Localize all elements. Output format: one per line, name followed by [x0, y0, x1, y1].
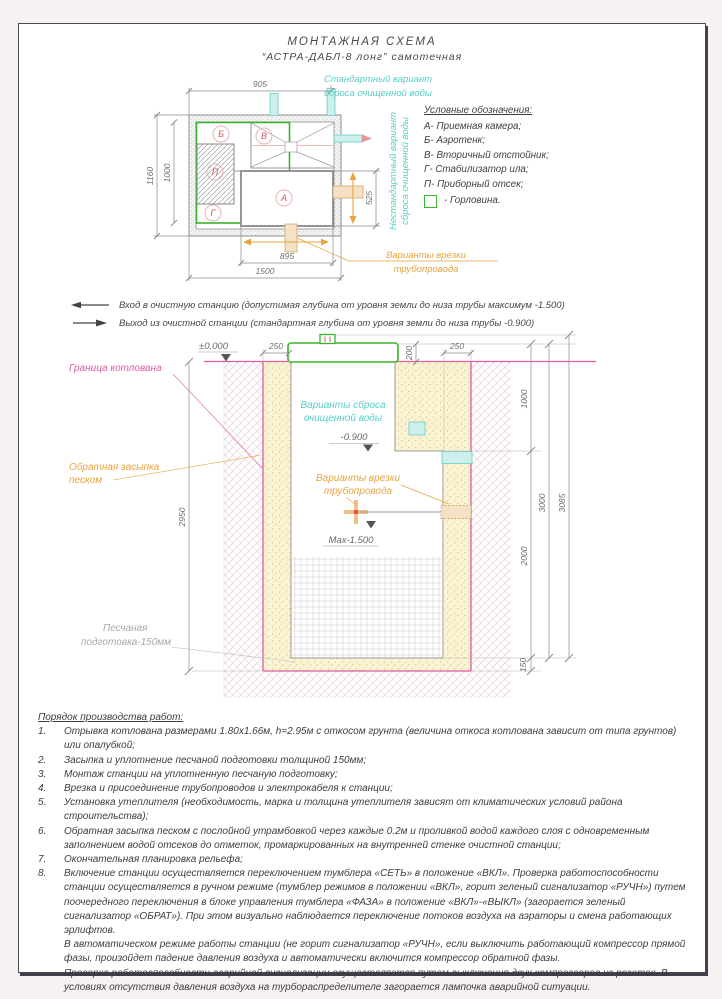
legend-item-p: П- Приборный отсек; [424, 178, 524, 190]
level-zero: ±0.000 [199, 341, 228, 352]
procedure-item: 4. Врезка и присоединение трубопроводов и электрокабеля к станции; [38, 783, 393, 795]
bottom-inlet-stub [285, 224, 297, 252]
dim-250-right: 250 [449, 341, 465, 351]
procedure-item: 8. Включение станции осуществляется переключением тумблера «СЕТЬ» в положение «ВКЛ». Проверка работоспособности станции осуществляется в ручном режиме (тумблер режимов в положении «ВКЛ», горит зеленый сигнализатор «РУЧН») путем поочередного переключения в блоке управления тумблера «ФАЗА» в положение «ВКЛ»-«ВЫКЛ» (загорается зеленый сигнализатор «ОБРАТ»). При этом визуально наблюдается переключение потоков воздуха на аэраторы и смена работающих эрлифтов. [38, 868, 686, 937]
level-0900: -0.900 [340, 432, 368, 443]
section-drawing [61, 331, 681, 705]
legend-item-a: А- Приемная камера; [424, 120, 522, 132]
outlet-pipe-0900 [442, 452, 472, 464]
neck-symbol [424, 195, 437, 208]
legend-title: Условные обозначения: [424, 105, 533, 116]
inlet-pipe-stub [441, 506, 471, 519]
outlet-note-text: Выход из очистной станции (стандартная глубина от уровня земли до низа трубы -0.900) [119, 317, 535, 329]
discharge-options-label-1: Варианты сброса [300, 400, 386, 411]
dim-1500: 1500 [255, 266, 275, 276]
sand-base-layer [263, 658, 471, 671]
right-inlet-stub [333, 186, 363, 198]
compartment-g-label: Г [210, 208, 216, 218]
page-subtitle: “АСТРА-ДАБЛ-8 лонг” самотечная [261, 51, 463, 63]
dim-905: 905 [252, 79, 268, 89]
outlet-note [69, 314, 565, 332]
procedure-item: 6. Обратная засыпка песком с послойной утрамбовкой через каждые 0.2м и проливкой водой каждого слоя с одновременным заполнением водой отсеков до отметок, промаркированных на внутренней стенке очистной станции; [38, 825, 650, 851]
notch-discharge-stub [409, 422, 425, 435]
dim-2000: 2000 [519, 546, 529, 566]
sand-base-label-1: Песчаная [103, 623, 148, 634]
procedure-item: 5. Установка утеплителя (необходимость, марка и толщина утеплителя зависят от климатических условий района строительства); [38, 797, 623, 823]
legend [424, 104, 549, 209]
nonstandard-discharge-label-2: сброса очищенной воды [400, 117, 411, 225]
compartment-v-label: В [260, 131, 268, 141]
compartment-b-label: Б [218, 129, 224, 139]
dim-2950: 2950 [177, 507, 187, 527]
dim-3000: 3000 [537, 493, 547, 513]
dim-250-left: 250 [268, 341, 284, 351]
compartment-p-label: П [211, 167, 219, 177]
procedure-block [38, 711, 692, 995]
tapping-options-label-1: Варианты врезки [315, 473, 401, 484]
drawing-sheet [18, 23, 706, 993]
tank-lid [288, 343, 398, 362]
dim-1000: 1000 [519, 389, 529, 409]
dim-3085: 3085 [557, 493, 567, 513]
procedure-item: 7. Окончательная планировка рельефа; [38, 854, 243, 866]
compartment-a-label: А [280, 193, 288, 203]
discharge-options-label-2: очищенной воды [303, 413, 383, 424]
standard-discharge-label-1: Стандартный вариант [323, 74, 433, 85]
side-discharge-pipe [334, 135, 362, 142]
dim-1160: 1160 [145, 166, 155, 186]
dim-200: 200 [404, 345, 414, 361]
title-block [19, 36, 705, 63]
pipe-tapping-label-1: Варианты врезки [386, 250, 466, 261]
procedure-title: Порядок производства работ: [38, 712, 184, 723]
nonstandard-discharge-label-1: Нестандартный вариант [388, 111, 399, 231]
inlet-note-text: Вход в очистную станцию (допустимая глубина от уровня земли до низа трубы максимум -1.500) [119, 299, 565, 311]
dim-1000: 1000 [162, 163, 172, 183]
procedure-item: 2. Засыпка и уплотнение песчаной подготовки толщиной 150мм; [38, 754, 367, 766]
page-title: МОНТАЖНАЯ СХЕМА [287, 36, 437, 48]
discharge-riser-1 [270, 94, 278, 116]
legend-item-v: В- Вторичный отстойник; [424, 149, 549, 161]
notes [69, 296, 565, 332]
pipe-tapping-label-2: трубопровода [393, 264, 459, 275]
tank-lower-grid [293, 557, 442, 658]
legend-item-g: Г- Стабилизатор ила; [424, 164, 529, 175]
pit-boundary-label: Граница котлована [69, 363, 162, 374]
lid-cap [320, 335, 335, 344]
dim-150: 150 [518, 657, 528, 673]
sand-base-label-2: подготовка-150мм [81, 637, 171, 648]
procedure-item: 3. Монтаж станции на уплотненную песчаную подготовку; [38, 768, 338, 780]
tapping-options-label-2: трубопровода [323, 486, 393, 497]
backfill-label-2: песком [69, 475, 103, 486]
legend-item-neck [424, 194, 549, 209]
arrow-right-icon [69, 318, 111, 328]
legend-item-b: Б- Аэротенк; [424, 135, 485, 146]
inlet-cross-marker [354, 510, 359, 515]
procedure-item8-extra-1: В автоматическом режиме работы станции (не горит сигнализатор «РУЧН», если выключить работающий компрессор прямой фазы, произойдет падение давления воздуха и автоматически включится компрессор обратной фазы. [64, 939, 686, 965]
procedure-item: 1. Отрывка котлована размерами 1.80х1.66м, h=2.95м с откосом грунта (величина откоса котлована зависит от типа грунтов) или опалубкой; [38, 726, 677, 752]
standard-discharge-label-2: сброса очищенной воды [324, 88, 432, 99]
arrow-left-icon [69, 300, 111, 310]
dim-895: 895 [279, 251, 295, 261]
neck-label: - Горловина. [444, 195, 501, 206]
inlet-note [69, 296, 565, 314]
backfill-label-1: Обратная засыпка [69, 462, 160, 473]
level-max-1500: Max-1.500 [328, 535, 374, 546]
dim-525: 525 [364, 190, 374, 206]
procedure-item8-extra-2: Проверка работоспособности аварийной сигнализации осуществляется путем выключения двух компрессоров из розеток. В условиях отсутствия давления воздуха на турбораспределителе загорается лампочка аварийной ситуации. [64, 967, 668, 993]
